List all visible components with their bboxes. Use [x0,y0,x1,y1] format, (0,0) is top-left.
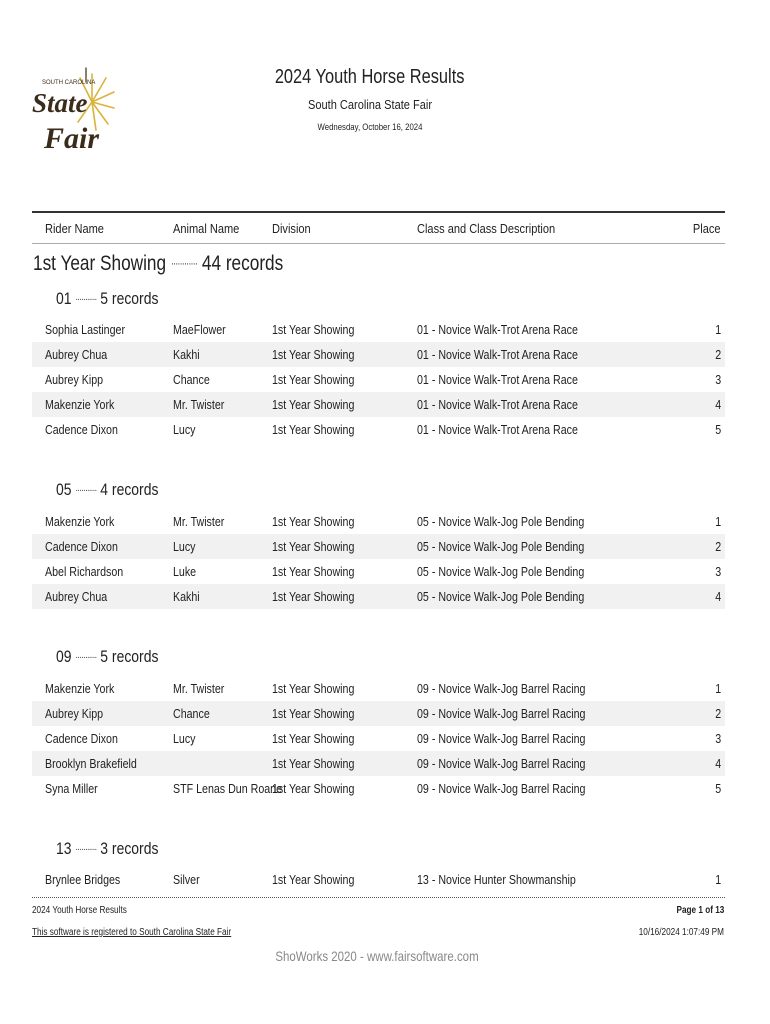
place: 2 [715,539,721,554]
group-count: 44 records [201,252,284,275]
division: 1st Year Showing [272,372,355,387]
table-row [32,751,725,776]
footer-timestamp: 10/16/2024 1:07:49 PM [638,927,724,938]
class-description: 05 - Novice Walk-Jog Pole Bending [417,514,585,529]
class-description: 05 - Novice Walk-Jog Pole Bending [417,539,585,554]
class-description: 01 - Novice Walk-Trot Arena Race [417,372,578,387]
class-dots: ··········· [75,844,97,855]
class-heading-01 [56,289,158,309]
class-count: 3 records [100,839,159,858]
class-description: 05 - Novice Walk-Jog Pole Bending [417,589,585,604]
class-count: 4 records [100,480,159,499]
animal-name: MaeFlower [173,322,226,337]
class-heading-13 [56,839,158,859]
class-description: 01 - Novice Walk-Trot Arena Race [417,322,578,337]
class-count: 5 records [100,289,159,308]
class-description: 09 - Novice Walk-Jog Barrel Racing [417,706,586,721]
footer-report-name: 2024 Youth Horse Results [32,905,127,916]
class-description: 01 - Novice Walk-Trot Arena Race [417,397,578,412]
rider-name: Brooklyn Brakefield [45,756,137,771]
table-row [32,534,725,559]
rider-name: Syna Miller [45,781,98,796]
animal-name: Chance [173,706,210,721]
division: 1st Year Showing [272,756,355,771]
class-dots: ··········· [75,652,97,663]
rider-name: Sophia Lastinger [45,322,126,337]
table-row [32,867,725,892]
division: 1st Year Showing [272,422,355,437]
division: 1st Year Showing [272,539,355,554]
rider-name: Cadence Dixon [45,422,118,437]
table-row [32,726,725,751]
division: 1st Year Showing [272,731,355,746]
class-code: 13 [56,839,72,858]
animal-name: STF Lenas Dun Roane [173,781,283,796]
place: 1 [715,514,721,529]
footer-page-number: Page 1 of 13 [676,905,724,916]
column-animal-name: Animal Name [173,221,240,236]
column-class: Class and Class Description [417,221,556,236]
rider-name: Makenzie York [45,514,115,529]
animal-name: Mr. Twister [173,397,225,412]
place: 4 [715,756,721,771]
logo-state-text: State [32,88,88,118]
powered-by [0,948,754,964]
table-row [32,417,725,442]
division: 1st Year Showing [272,322,355,337]
animal-name: Silver [173,872,200,887]
table-row [32,317,725,342]
report-date: Wednesday, October 16, 2024 [317,122,423,133]
group-heading [33,252,283,276]
rider-name: Cadence Dixon [45,731,118,746]
table-row [32,559,725,584]
place: 5 [715,781,721,796]
class-description: 01 - Novice Walk-Trot Arena Race [417,347,578,362]
group-dots: ············ [170,258,198,270]
logo-fair-text: Fair [44,122,100,155]
animal-name: Lucy [173,422,196,437]
place: 3 [715,372,721,387]
division: 1st Year Showing [272,514,355,529]
report-header [0,66,740,133]
table-row [32,584,725,609]
division: 1st Year Showing [272,681,355,696]
animal-name: Kakhi [173,589,200,604]
class-description: 09 - Novice Walk-Jog Barrel Racing [417,756,586,771]
animal-name: Mr. Twister [173,681,225,696]
footer-registration-link[interactable]: This software is registered to South Carolina State Fair [32,927,232,938]
table-row [32,676,725,701]
division: 1st Year Showing [272,872,355,887]
class-heading-05 [56,480,158,500]
rider-name: Aubrey Chua [45,347,108,362]
table-row [32,509,725,534]
place: 4 [715,397,721,412]
place: 2 [715,347,721,362]
place: 1 [715,681,721,696]
place: 5 [715,422,721,437]
class-description: 05 - Novice Walk-Jog Pole Bending [417,564,585,579]
table-row [32,392,725,417]
place: 3 [715,731,721,746]
animal-name: Lucy [173,731,196,746]
division: 1st Year Showing [272,706,355,721]
rider-name: Abel Richardson [45,564,124,579]
division: 1st Year Showing [272,781,355,796]
animal-name: Luke [173,564,197,579]
column-rider-name: Rider Name [45,221,104,236]
division: 1st Year Showing [272,564,355,579]
rider-name: Brynlee Bridges [45,872,121,887]
group-name: 1st Year Showing [33,252,167,275]
class-code: 09 [56,647,72,666]
footer-divider [32,897,725,898]
report-title: 2024 Youth Horse Results [275,66,465,88]
table-row [32,701,725,726]
animal-name: Lucy [173,539,196,554]
class-dots: ··········· [75,294,97,305]
class-heading-09 [56,647,158,667]
division: 1st Year Showing [272,589,355,604]
place: 1 [715,872,721,887]
logo-small-text: SOUTH CAROLINA [42,80,96,86]
report-subtitle: South Carolina State Fair [307,97,433,112]
animal-name: Mr. Twister [173,514,225,529]
column-division: Division [272,221,311,236]
class-description: 09 - Novice Walk-Jog Barrel Racing [417,681,586,696]
rider-name: Makenzie York [45,681,115,696]
place: 3 [715,564,721,579]
class-description: 13 - Novice Hunter Showmanship [417,872,576,887]
class-description: 09 - Novice Walk-Jog Barrel Racing [417,731,586,746]
rider-name: Cadence Dixon [45,539,118,554]
place: 2 [715,706,721,721]
column-header-row [32,211,725,244]
class-description: 09 - Novice Walk-Jog Barrel Racing [417,781,586,796]
place: 1 [715,322,721,337]
rider-name: Makenzie York [45,397,115,412]
animal-name: Chance [173,372,210,387]
class-count: 5 records [100,647,159,666]
division: 1st Year Showing [272,397,355,412]
column-place: Place [693,221,721,236]
division: 1st Year Showing [272,347,355,362]
class-code: 01 [56,289,72,308]
rider-name: Aubrey Chua [45,589,108,604]
rider-name: Aubrey Kipp [45,706,104,721]
powered-by-text: ShoWorks 2020 - www.fairsoftware.com [275,948,479,964]
animal-name: Kakhi [173,347,200,362]
class-dots: ··········· [75,485,97,496]
class-description: 01 - Novice Walk-Trot Arena Race [417,422,578,437]
class-code: 05 [56,480,72,499]
table-row [32,776,725,801]
table-row [32,342,725,367]
table-row [32,367,725,392]
rider-name: Aubrey Kipp [45,372,104,387]
place: 4 [715,589,721,604]
